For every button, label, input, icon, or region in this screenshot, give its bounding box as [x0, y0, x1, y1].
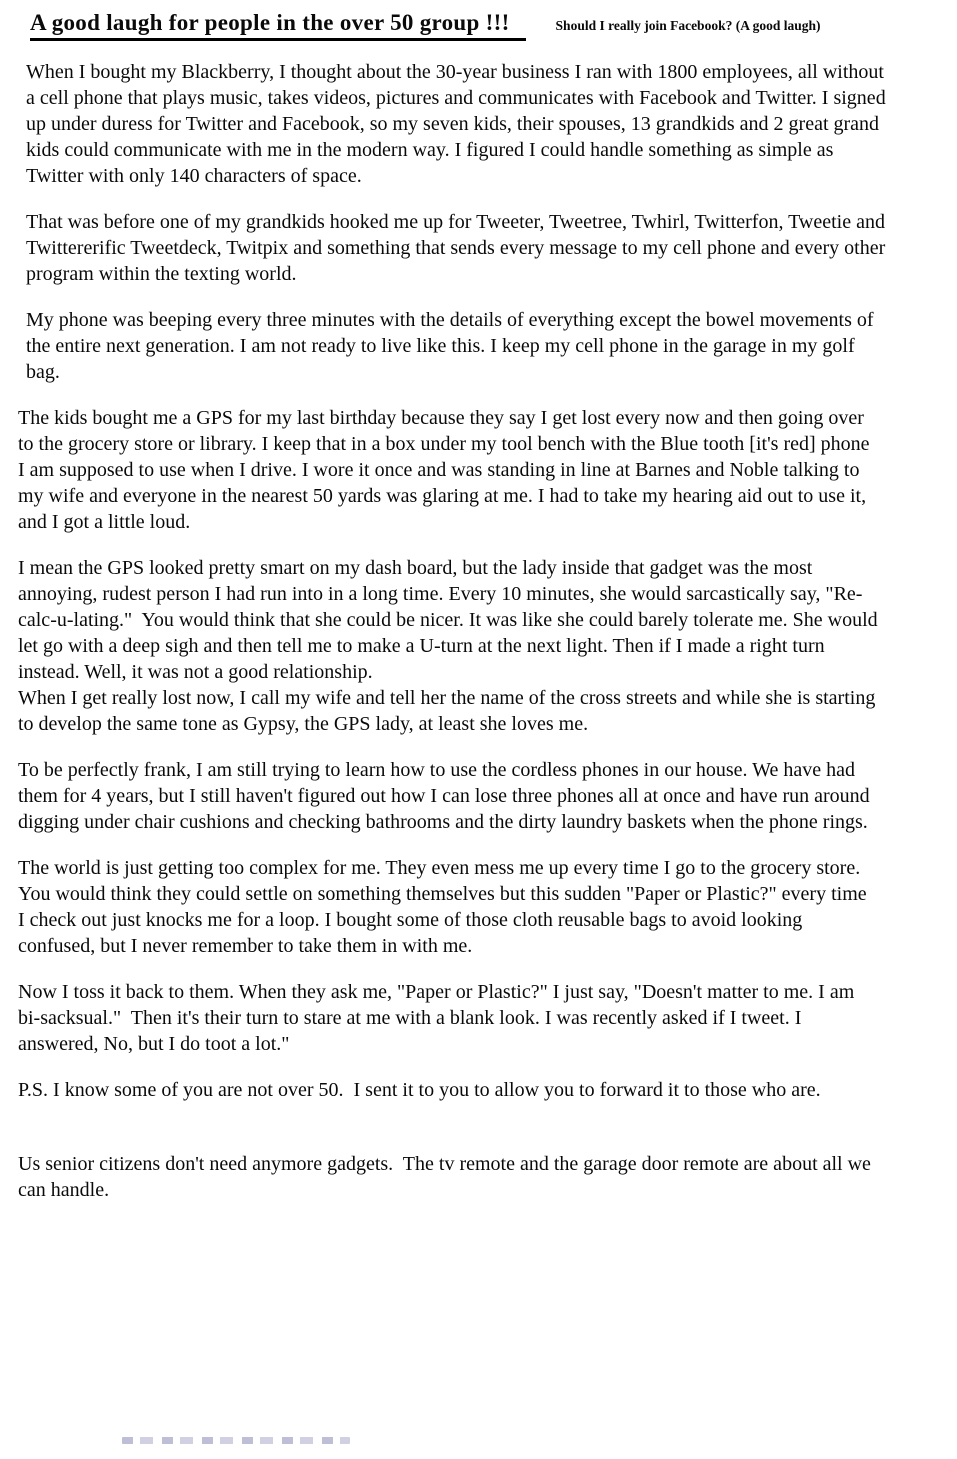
page-subtitle: Should I really join Facebook? (A good laugh): [555, 18, 821, 33]
clipped-text-line: [122, 1437, 350, 1444]
paragraph-world-too-complex: The world is just getting too complex for me. They even mess me up every time I go to the grocery store. You would think they could settle on something themselves but this sudden "Paper or Plastic?" every time I check out just knocks me for a loop. I bought some of those cloth reusable bags to avoid looking confused, but I never remember to take them in with me.: [18, 857, 872, 957]
paragraph-grandkids-apps: That was before one of my grandkids hooked me up for Tweeter, Tweetree, Twhirl, Twitterfon, Tweetie and Twittererific Tweetdeck, Twitpix and something that sends every message to my cell phone and every other program within the texting world.: [26, 211, 891, 285]
paragraph-cordless-phones: To be perfectly frank, I am still trying to learn how to use the cordless phones in our house. We have had them for 4 years, but I still haven't figured out how I can lose three phones all at once and have run around digging under chair cushions and checking bathrooms and the dirty laundry baskets when the phone rings.: [18, 759, 875, 833]
paragraph-bi-sacksual: Now I toss it back to them. When they ask me, "Paper or Plastic?" I just say, "Doesn't matter to me. I am bi-sacksual." Then it's their turn to stare at me with a blank look. I was recently asked if I tweet. I answered, No, but I do toot a lot.": [18, 981, 860, 1055]
paragraph-senior-gadgets: Us senior citizens don't need anymore gadgets. The tv remote and the garage door remote are about all we can handle.: [18, 1153, 876, 1201]
page-title: A good laugh for people in the over 50 group !!!: [30, 10, 526, 41]
paragraph-call-wife: When I get really lost now, I call my wife and tell her the name of the cross streets and while she is starting to develop the same tone as Gypsy, the GPS lady, at least she loves me.: [18, 687, 881, 735]
document-header: [0, 0, 957, 41]
document-body: [0, 59, 957, 1203]
paragraph-ps-forward: P.S. I know some of you are not over 50. I sent it to you to allow you to forward it to those who are.: [18, 1079, 821, 1101]
paragraph-phone-beeping: My phone was beeping every three minutes with the details of everything except the bowel movements of the entire next generation. I am not ready to live like this. I keep my cell phone in the garage in my golf bag.: [26, 309, 879, 383]
paragraph-blackberry: When I bought my Blackberry, I thought about the 30-year business I ran with 1800 employees, all without a cell phone that plays music, takes videos, pictures and communicates with Facebook and Twitter. I signed up under duress for Twitter and Facebook, so my seven kids, their spouses, 13 grandkids and 2 great grand kids could communicate with me in the modern way. I figured I could handle something as simple as Twitter with only 140 characters of space.: [26, 61, 891, 187]
paragraph-gps-lady: I mean the GPS looked pretty smart on my dash board, but the lady inside that gadget was the most annoying, rudest person I had run into in a long time. Every 10 minutes, she would sarcastically say, "Re-calc-u-lating." You would think that she could be nicer. It was like she could barely tolerate me. She would let go with a deep sigh and then tell me to make a U-turn at the next light. Then if I made a right turn instead. Well, it was not a good relationship.: [18, 557, 883, 683]
paragraph-gps-birthday: The kids bought me a GPS for my last birthday because they say I get lost every now and then going over to the grocery store or library. I keep that in a box under my tool bench with the Blue tooth [it's red] phone I am supposed to use when I drive. I wore it once and was standing in line at Barnes and Noble talking to my wife and everyone in the nearest 50 yards was glaring at me. I had to take my hearing aid out to use it, and I got a little loud.: [18, 407, 875, 533]
